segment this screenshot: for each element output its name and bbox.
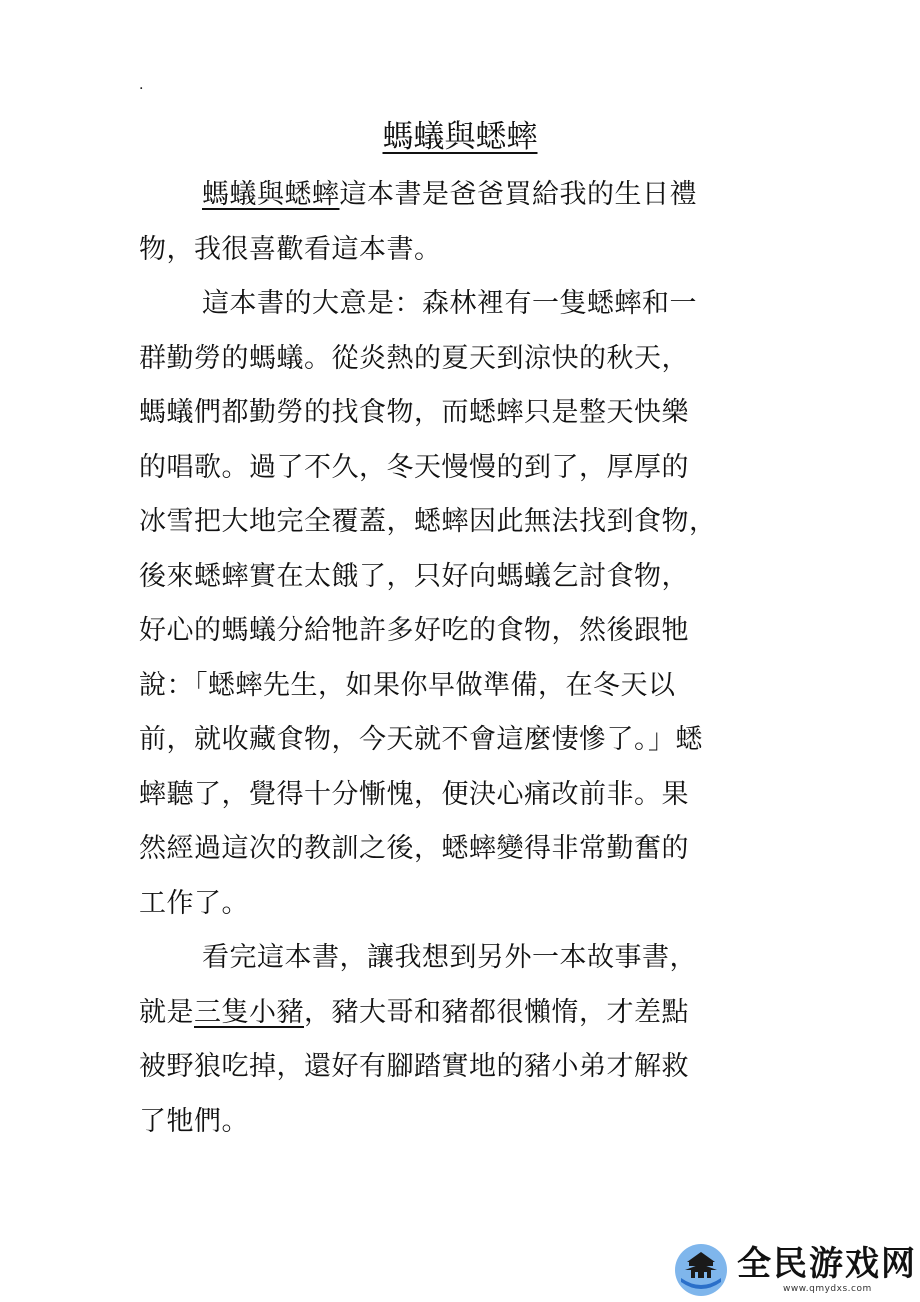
paragraph-2-line: 蟀聽了，覺得十分慚愧，便決心痛改前非。果 (139, 778, 689, 810)
paragraph-2-line: 前，就收藏食物，今天就不會這麼悽慘了。」蟋 (139, 724, 703, 755)
paragraph-2-line: 冰雪把大地完全覆蓋，蟋蟀因此無法找到食物， (139, 506, 717, 537)
paragraph-2-line: 的唱歌。過了不久，冬天慢慢的到了，厚厚的 (139, 451, 689, 483)
pagoda-logo-icon (673, 1242, 729, 1298)
watermark-text: 全民游戏网 (737, 1244, 917, 1284)
book-title-ants-and-cricket: 螞蟻與蟋蟀 (202, 179, 340, 210)
paragraph-2-line: 說：「蟋蟀先生，如果你早做準備，在冬天以 (139, 669, 676, 701)
paragraph-2-line: 群勤勞的螞蟻。從炎熱的夏天到涼快的秋天， (139, 342, 689, 374)
paragraph-2-line: 這本書的大意是：森林裡有一隻蟋蟀和一 (202, 288, 697, 319)
paragraph-3-line-2-pre: 就是 (139, 996, 194, 1028)
paragraph-1 (139, 168, 779, 277)
paragraph-1-line-1-rest: 這本書是爸爸買給我的生日禮 (339, 179, 697, 210)
paragraph-2-line: 好心的螞蟻分給牠許多好吃的食物，然後跟牠 (139, 615, 689, 646)
paragraph-3-line-1: 看完這本書，讓我想到另外一本故事書， (202, 942, 697, 973)
document-title (0, 114, 920, 160)
paragraph-3 (139, 931, 779, 1149)
paragraph-1-line-2: 物，我很喜歡看這本書。 (139, 233, 442, 265)
book-title-three-little-pigs: 三隻小豬 (194, 996, 304, 1028)
watermark-url: www.qmydxs.com (783, 1284, 872, 1294)
paragraph-3-line-3: 被野狼吃掉，還好有腳踏實地的豬小弟才解救 (139, 1051, 689, 1082)
paragraph-2 (139, 277, 779, 931)
paragraph-3-line-2 (139, 986, 779, 1041)
paragraph-1-line-1 (139, 168, 779, 223)
site-watermark (673, 1240, 918, 1300)
title-text: 螞蟻與蟋蟀 (382, 119, 538, 155)
paragraph-3-line-4: 了牠們。 (139, 1105, 249, 1137)
page-marker: . (139, 77, 144, 93)
paragraph-2-line: 工作了。 (139, 887, 249, 919)
paragraph-3-line-2-post: ，豬大哥和豬都很懶惰，才差點 (304, 996, 689, 1028)
paragraph-2-line: 螞蟻們都勤勞的找食物，而蟋蟀只是整天快樂 (139, 397, 689, 428)
document-body (139, 168, 779, 1149)
paragraph-2-line: 後來蟋蟀實在太餓了，只好向螞蟻乞討食物， (139, 560, 689, 592)
paragraph-2-line: 然經過這次的教訓之後，蟋蟀變得非常勤奮的 (139, 833, 689, 864)
